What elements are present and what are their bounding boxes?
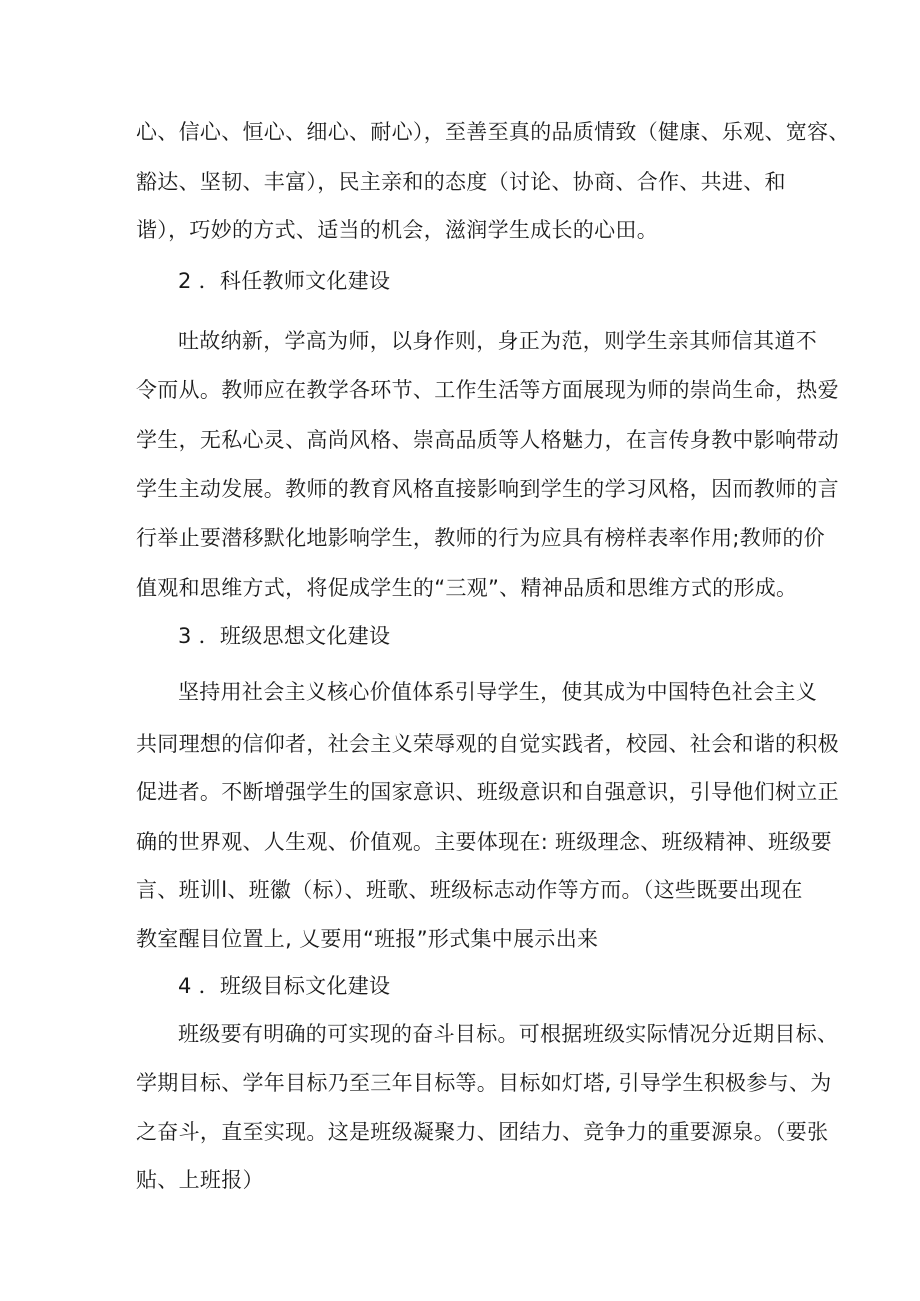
paragraph-2-line-3: 学生，无私心灵、高尚风格、崇高品质等人格魅力，在言传身教中影响带动 [136,428,839,452]
paragraph-3-line-4: 确的世界观、人生观、价值观。主要体现在: 班级理念、班级精神、班级要 [136,830,832,854]
section-heading-2: 2 ．科任教师文化建设 [178,269,391,293]
section-heading-3: 3 ．班级思想文化建设 [178,624,391,648]
paragraph-3-line-2: 共同理想的信仰者，社会主义荣辱观的自觉实践者，校园、社会和谐的积极 [136,732,839,756]
paragraph-1-line-1: 心、信心、恒心、细心、耐心），至善至真的品质情致（健康、乐观、宽容、 [136,120,850,144]
paragraph-2-line-2: 令而从。教师应在教学各环节、工作生活等方面展现为师的崇尚生命，热爱 [136,378,839,402]
paragraph-3-line-1: 坚持用社会主义核心价值体系引导学生，使其成为中国特色社会主义 [178,680,817,704]
paragraph-4-line-2: 学期目标、学年目标乃至三年目标等。目标如灯塔, 引导学生积极参与、为 [136,1071,832,1095]
paragraph-4-line-1: 班级要有明确的可实现的奋斗目标。可根据班级实际情况分近期目标、 [178,1022,839,1046]
paragraph-4-line-4: 贴、上班报） [136,1168,264,1192]
paragraph-2-line-1: 吐故纳新，学高为师，以身作则，身正为范，则学生亲其师信其道不 [178,329,817,353]
paragraph-2-line-4: 学生主动发展。教师的教育风格直接影响到学生的学习风格，因而教师的言 [136,477,839,501]
paragraph-3-line-5: 言、班训l、班徽（标）、班歌、班级标志动作等方而。（这些既要出现在 [136,878,803,902]
paragraph-1-line-2: 豁达、坚韧、丰富），民主亲和的态度（讨论、协商、合作、共进、和 [136,170,786,194]
paragraph-4-line-3: 之奋斗，直至实现。这是班级凝聚力、团结力、竞争力的重要源泉。（要张 [136,1120,829,1144]
paragraph-2-line-6: 值观和思维方式，将促成学生的“三观”、精神品质和思维方式的形成。 [136,576,798,600]
paragraph-1-line-3: 谐），巧妙的方式、适当的机会，滋润学生成长的心田。 [136,218,658,242]
paragraph-3-line-3: 促进者。不断增强学生的国家意识、班级意识和自强意识，引导他们树立正 [136,780,839,804]
paragraph-2-line-5: 行举止要潜移默化地影响学生，教师的行为应具有榜样表率作用;教师的价 [136,526,825,550]
section-heading-4: 4 ．班级目标文化建设 [178,974,391,998]
paragraph-3-line-6: 教室醒目位置上, 乂要用“班报”形式集中展示出来 [136,927,599,951]
